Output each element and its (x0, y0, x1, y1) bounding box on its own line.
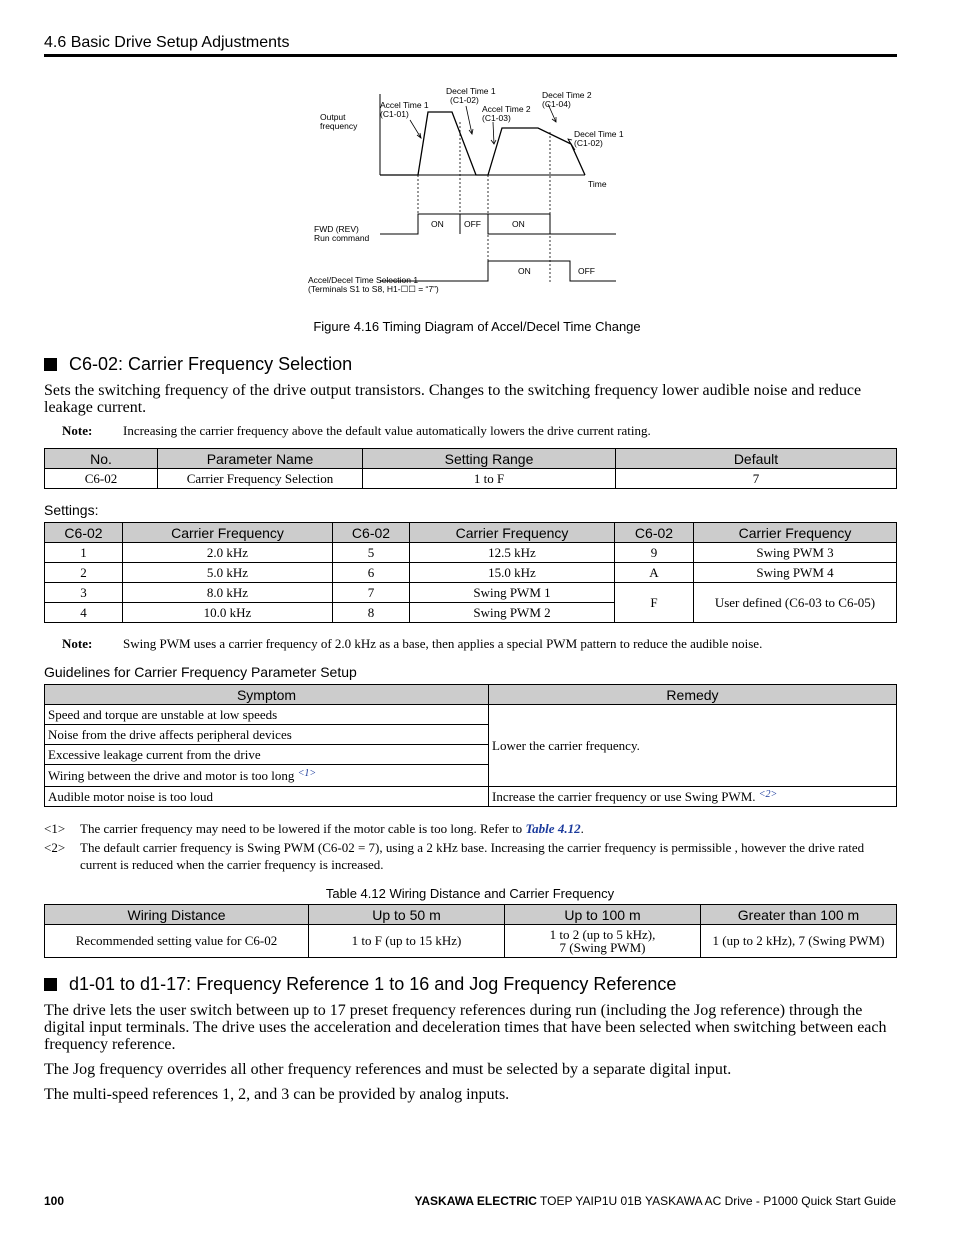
settings-header: Carrier Frequency (410, 523, 615, 543)
settings-header: C6-02 (45, 523, 123, 543)
remedy-increase-cell (489, 787, 897, 807)
settings-header: C6-02 (333, 523, 410, 543)
table-cell: F (615, 583, 694, 623)
table-cell: 8.0 kHz (123, 583, 333, 603)
table-row (45, 705, 897, 725)
footnote-ref-1[interactable]: <1> (297, 767, 317, 779)
run-on-2-label: ON (512, 219, 525, 229)
footer-doc-text: TOEP YAIP1U 01B YASKAWA AC Drive - P1000 Quick Start Guide (536, 1194, 896, 1208)
table-row (45, 469, 897, 489)
param-no: C6-02 (45, 469, 158, 489)
footer-doc-info (414, 1194, 896, 1208)
section-bullet (44, 358, 57, 371)
footnote-text-part: . (580, 821, 584, 836)
table-cell: 5.0 kHz (123, 563, 333, 583)
accel-time-1-param: (C1-01) (380, 109, 409, 119)
table-cell: 15.0 kHz (410, 563, 615, 583)
run-on-1-label: ON (431, 219, 444, 229)
wiring-header: Wiring Distance (45, 905, 309, 925)
time-axis-label: Time (588, 179, 607, 189)
section-heading-d1-text: d1-01 to d1-17: Frequency Reference 1 to 16 and Jog Frequency Reference (69, 974, 677, 994)
header-rule (44, 54, 897, 57)
table-row (45, 925, 897, 958)
d1-paragraph-1: The drive lets the user switch between up to 17 preset frequency references during run (including the Jog reference) through the digital input terminals. The drive uses the acceleration and deceleration times that have been selected when switching between each frequency reference. (44, 1002, 887, 1053)
section-heading-d1 (44, 974, 676, 995)
output-frequency-label: Output (320, 112, 346, 122)
settings-header: Carrier Frequency (694, 523, 897, 543)
parameter-table-header (45, 449, 897, 469)
decel-time-2-label: Decel Time 2 (542, 90, 592, 100)
footnote-mark: <2> (44, 840, 66, 855)
section-bullet (44, 978, 57, 991)
note-text: Swing PWM uses a carrier frequency of 2.0 kHz as a base, then applies a special PWM pattern to reduce the audible noise. (123, 636, 763, 651)
figure-caption: Figure 4.16 Timing Diagram of Accel/Decel Time Change (313, 319, 641, 334)
footnote-mark: <1> (44, 821, 66, 836)
parameter-table (44, 448, 897, 489)
wiring-table-header (45, 905, 897, 925)
timing-diagram-svg (300, 82, 630, 302)
table-cell: Swing PWM 1 (410, 583, 615, 603)
param-range: 1 to F (363, 469, 616, 489)
table-cell: Swing PWM 2 (410, 603, 615, 623)
note-label: Note: (62, 423, 93, 438)
note-text: Increasing the carrier frequency above the default value automatically lowers the drive current rating. (123, 423, 651, 438)
param-header-range: Setting Range (363, 449, 616, 469)
table-4-12-link[interactable]: Table 4.12 (525, 821, 581, 836)
param-header-default: Default (616, 449, 897, 469)
d1-paragraph-3: The multi-speed references 1, 2, and 3 can be provided by analog inputs. (44, 1086, 510, 1103)
symptom-header: Symptom (45, 685, 489, 705)
footnote-ref-2[interactable]: <2> (758, 788, 778, 800)
decel-time-1-right-param: (C1-02) (574, 138, 603, 148)
note-label: Note: (62, 636, 93, 651)
accel-time-1-label: Accel Time 1 (380, 100, 429, 110)
table-row (45, 583, 897, 603)
table-cell: 2 (45, 563, 123, 583)
table-cell: 3 (45, 583, 123, 603)
footnote-text-part: The carrier frequency may need to be lowered if the motor cable is too long. Refer to (80, 821, 526, 836)
settings-table-header (45, 523, 897, 543)
table-row (45, 787, 897, 807)
wiring-header: Greater than 100 m (701, 905, 897, 925)
table-cell: 8 (333, 603, 410, 623)
wiring-header: Up to 100 m (505, 905, 701, 925)
d1-paragraph-2: The Jog frequency overrides all other frequency references and must be selected by a separate digital input. (44, 1061, 732, 1078)
table-cell: 10.0 kHz (123, 603, 333, 623)
footnote-2 (44, 839, 904, 873)
wiring-cell-line: 7 (Swing PWM) (559, 940, 646, 955)
param-default: 7 (616, 469, 897, 489)
decel-time-1-top-label: Decel Time 1 (446, 86, 496, 96)
table-cell: Swing PWM 3 (694, 543, 897, 563)
remedy-lower-cell: Lower the carrier frequency. (489, 705, 897, 787)
table-cell: Swing PWM 4 (694, 563, 897, 583)
table-cell: 9 (615, 543, 694, 563)
symptom-text: Wiring between the drive and motor is too long (48, 767, 295, 783)
fwd-run-label-2: Run command (314, 233, 370, 243)
table-cell: 12.5 kHz (410, 543, 615, 563)
sel-on-label: ON (518, 266, 531, 276)
param-header-name: Parameter Name (158, 449, 363, 469)
settings-header: C6-02 (615, 523, 694, 543)
table-cell: 4 (45, 603, 123, 623)
symptom-cell (45, 765, 489, 787)
table-row (45, 563, 897, 583)
table-cell: 7 (333, 583, 410, 603)
settings-label: Settings: (44, 502, 99, 518)
swing-pwm-note (62, 636, 902, 652)
symptom-cell: Excessive leakage current from the drive (45, 745, 489, 765)
table-cell: 1 (45, 543, 123, 563)
section-heading-c602 (44, 354, 352, 375)
c602-note (62, 423, 902, 439)
footnote-1 (44, 820, 904, 837)
guidelines-heading: Guidelines for Carrier Frequency Parameter Setup (44, 664, 357, 680)
param-name: Carrier Frequency Selection (158, 469, 363, 489)
guidelines-table-header (45, 685, 897, 705)
wiring-cell-line: 1 to 2 (up to 5 kHz), (549, 927, 656, 942)
table-cell: 2.0 kHz (123, 543, 333, 563)
page-section-title: 4.6 Basic Drive Setup Adjustments (44, 34, 290, 51)
accel-time-2-label: Accel Time 2 (482, 104, 531, 114)
page-number: 100 (44, 1194, 65, 1208)
table-row (45, 543, 897, 563)
param-header-no: No. (45, 449, 158, 469)
footnote-text (80, 820, 898, 837)
wiring-cell (505, 925, 701, 958)
symptom-cell: Audible motor noise is too loud (45, 787, 489, 807)
accel-sel-label: Accel/Decel Time Selection 1 (308, 275, 419, 285)
wiring-distance-table (44, 904, 897, 958)
wiring-header: Up to 50 m (309, 905, 505, 925)
time-markers (418, 122, 550, 282)
decel-time-1-right-label: Decel Time 1 (574, 129, 624, 139)
settings-header: Carrier Frequency (123, 523, 333, 543)
wiring-row-label: Recommended setting value for C6-02 (45, 925, 309, 958)
decel-time-1-top-param: (C1-02) (450, 95, 479, 105)
output-frequency-label-2: frequency (320, 121, 358, 131)
footer-brand: YASKAWA ELECTRIC (414, 1194, 537, 1208)
symptom-cell: Speed and torque are unstable at low speeds (45, 705, 489, 725)
run-off-label: OFF (464, 219, 481, 229)
table-cell: User defined (C6-03 to C6-05) (694, 583, 897, 623)
wiring-cell: 1 (up to 2 kHz), 7 (Swing PWM) (701, 925, 897, 958)
timing-diagram (300, 82, 630, 302)
sel-off-label: OFF (578, 266, 595, 276)
fwd-run-label: FWD (REV) (314, 224, 359, 234)
guidelines-table (44, 684, 897, 807)
settings-table (44, 522, 897, 623)
decel-time-2-param: (C1-04) (542, 99, 571, 109)
c602-description: Sets the switching frequency of the drive output transistors. Changes to the switching frequency lower audible noise and reduce leakage current. (44, 382, 862, 416)
table-cell: 6 (333, 563, 410, 583)
remedy-text: Increase the carrier frequency or use Swing PWM. (492, 788, 756, 804)
accel-sel-label-2: (Terminals S1 to S8, H1-☐☐ = “7”) (308, 284, 439, 294)
table-cell: A (615, 563, 694, 583)
wiring-cell: 1 to F (up to 15 kHz) (309, 925, 505, 958)
section-heading-c602-text: C6-02: Carrier Frequency Selection (69, 354, 353, 374)
remedy-header: Remedy (489, 685, 897, 705)
table-4-12-caption: Table 4.12 Wiring Distance and Carrier Frequency (325, 886, 615, 901)
footnote-text: The default carrier frequency is Swing PWM (C6-02 = 7), using a 2 kHz base. Increasing the carrier frequency is permissible , however the drive rated current is reduced when the carrier frequency is increased. (80, 840, 865, 872)
symptom-cell: Noise from the drive affects peripheral devices (45, 725, 489, 745)
table-cell: 5 (333, 543, 410, 563)
accel-time-2-param: (C1-03) (482, 113, 511, 123)
